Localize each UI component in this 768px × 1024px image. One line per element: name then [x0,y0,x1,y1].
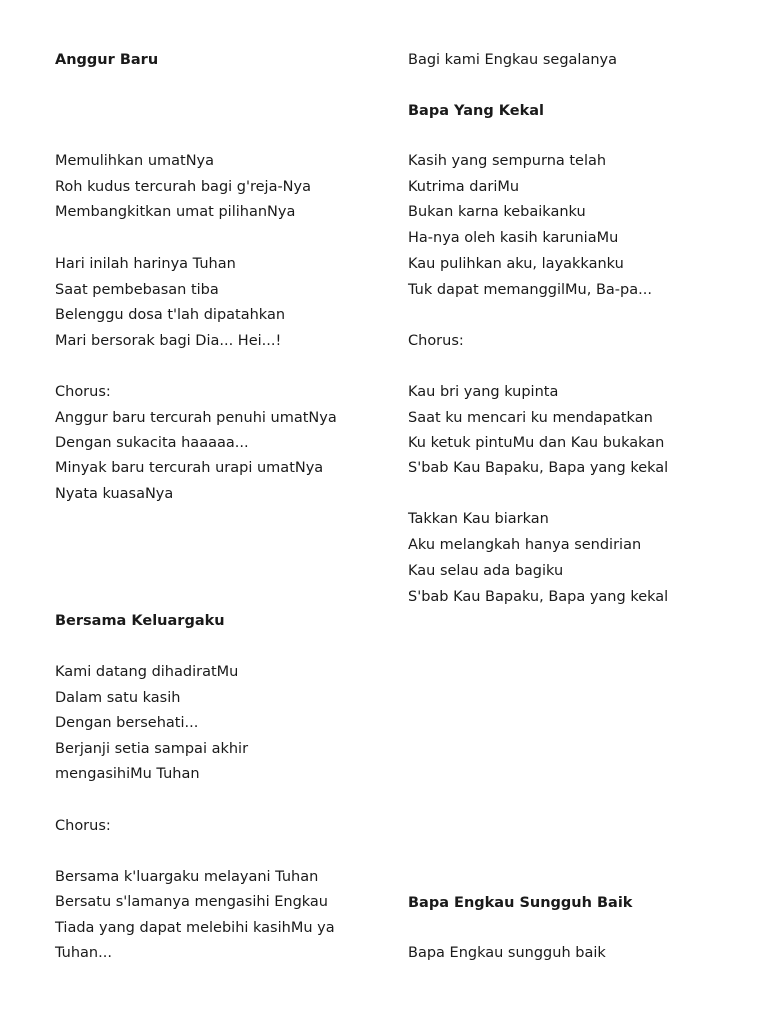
lyric-line: Dengan bersehati... [55,715,199,731]
lyric-line: Ku ketuk pintuMu dan Kau bukakan [408,435,665,451]
song-title-bersama-keluargaku: Bersama Keluargaku [55,613,225,629]
lyric-line: Hari inilah harinya Tuhan [55,256,236,272]
lyric-line: Saat ku mencari ku mendapatkan [408,410,653,426]
lyric-line: Berjanji setia sampai akhir [55,741,249,757]
song-title-anggur-baru: Anggur Baru [55,52,159,68]
chorus-label: Chorus: [408,333,464,349]
lyric-line: Saat pembebasan tiba [55,282,219,298]
lyric-line: Dalam satu kasih [55,690,181,706]
lyric-line: Bersama k'luargaku melayani Tuhan [55,869,319,885]
lyric-line: Minyak baru tercurah urapi umatNya [55,460,324,476]
lyric-line: Kau selau ada bagiku [408,563,564,579]
lyric-line: Membangkitkan umat pilihanNya [55,204,296,220]
lyric-line: Kami datang dihadiratMu [55,664,239,680]
lyric-line: Tiada yang dapat melebihi kasihMu ya [55,920,335,936]
lyric-line: Tuhan... [55,945,112,961]
chorus-label: Chorus: [55,384,111,400]
lyric-line: Ha-nya oleh kasih karuniaMu [408,230,619,246]
lyric-line: Roh kudus tercurah bagi g'reja-Nya [55,179,311,195]
chorus-label: Chorus: [55,818,111,834]
lyric-line: S'bab Kau Bapaku, Bapa yang kekal [408,589,669,605]
lyric-line: S'bab Kau Bapaku, Bapa yang kekal [408,460,669,476]
lyric-line: Bukan karna kebaikanku [408,204,586,220]
lyric-line: mengasihiMu Tuhan [55,766,200,782]
lyric-line: Anggur baru tercurah penuhi umatNya [55,410,337,426]
lyric-line: Nyata kuasaNya [55,486,174,502]
lyric-line: Tuk dapat memanggilMu, Ba-pa... [408,282,652,298]
lyric-line: Belenggu dosa t'lah dipatahkan [55,307,286,323]
lyric-line: Kau pulihkan aku, layakkanku [408,256,624,272]
lyric-line: Kasih yang sempurna telah [408,153,607,169]
song-title-bapa-yang-kekal: Bapa Yang Kekal [408,103,544,119]
lyric-line: Dengan sukacita haaaaa... [55,435,249,451]
lyric-line: Aku melangkah hanya sendirian [408,537,642,553]
lyric-line: Takkan Kau biarkan [408,511,549,527]
lyric-line: Mari bersorak bagi Dia... Hei...! [55,333,282,349]
lyric-line: Bagi kami Engkau segalanya [408,52,617,68]
lyric-line: Bapa Engkau sungguh baik [408,945,606,961]
lyric-line: Kutrima dariMu [408,179,520,195]
lyric-line: Memulihkan umatNya [55,153,215,169]
song-title-bapa-engkau-sungguh-baik: Bapa Engkau Sungguh Baik [408,895,633,911]
lyric-line: Kau bri yang kupinta [408,384,559,400]
lyric-line: Bersatu s'lamanya mengasihi Engkau [55,894,328,910]
